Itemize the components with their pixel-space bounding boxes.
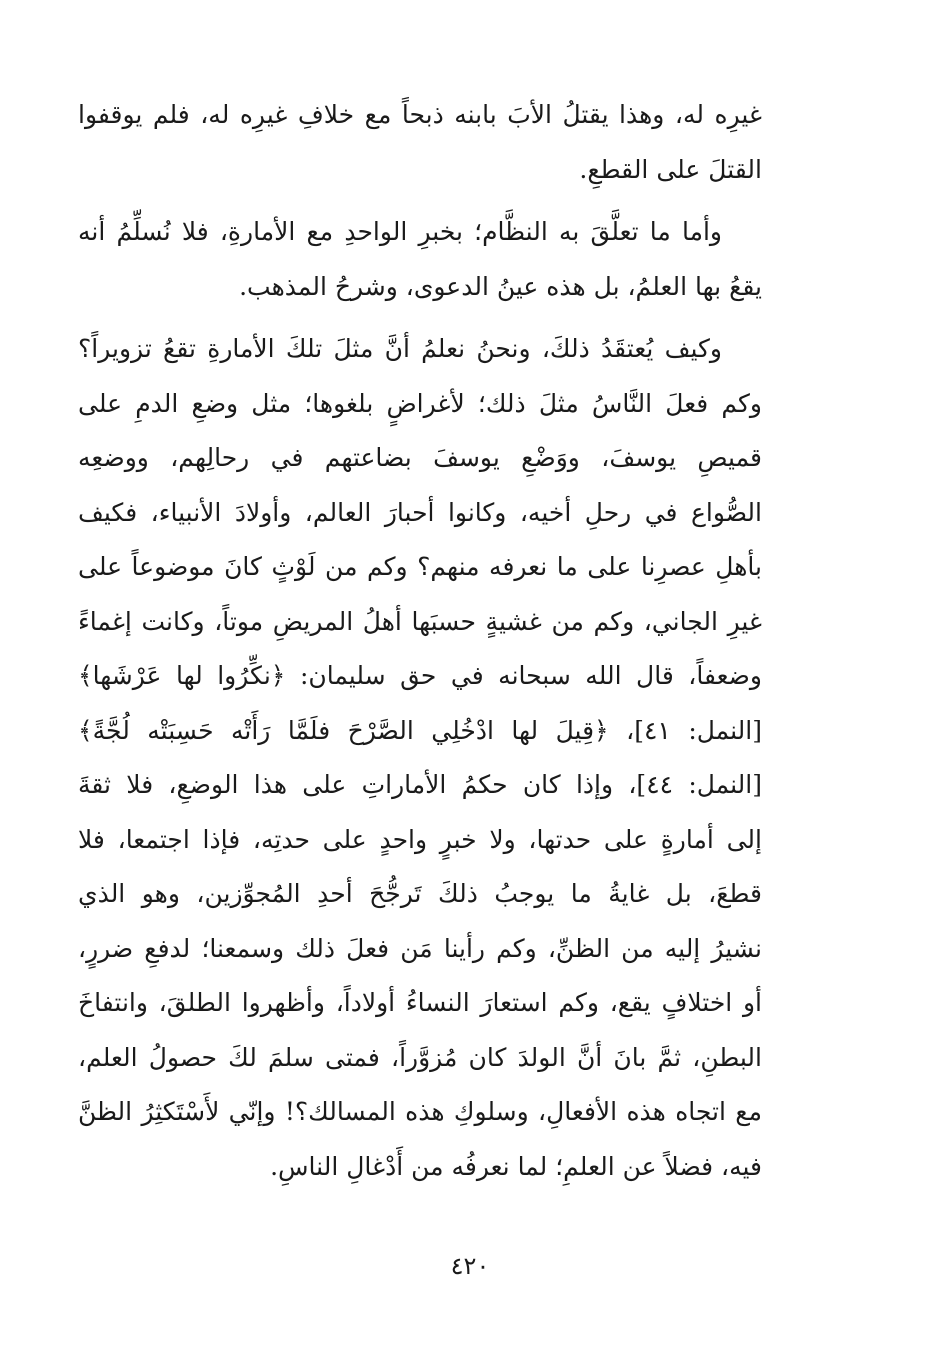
text-line: وأما ما تعلَّقَ به النظَّام؛ بخبرِ الواحدِ مع الأمارةِ، فلا نُسلِّمُ أنه (78, 217, 722, 246)
page-body (78, 88, 762, 1194)
paragraph-1 (78, 88, 762, 197)
text-line: بأهلِ عصرِنا على ما نعرفه منهم؟ وكم من لَوْثٍ كانَ موضوعاً على (78, 552, 762, 581)
text-line: فيه، فضلاً عن العلمِ؛ لما نعرفُه من أَدْغالِ الناسِ. (270, 1151, 762, 1181)
text-line: نشيرُ إليه من الظنِّ، وكم رأينا مَن فعلَ ذلك وسمعنا؛ لدفعِ ضررٍ، (78, 933, 762, 963)
text-line: الصُّواع في رحلِ أخيه، وكانوا أحبارَ العالم، وأولادَ الأنبياء، فكيف (78, 497, 762, 527)
text-line: غيرِه له، وهذا يقتلُ الأبَ بابنه ذبحاً مع خلافِ غيرِه له، فلم يوقفوا (78, 100, 762, 129)
text-line: إلى أمارةٍ على حدتها، ولا خبرٍ واحدٍ على حدتِه، فإذا اجتمعا، فلا (78, 824, 762, 854)
text-line: مع اتجاه هذه الأفعالِ، وسلوكِ هذه المسالك؟! وإنّي لأَسْتَكثِرُ الظنَّ (78, 1097, 762, 1126)
text-line: غيرِ الجاني، وكم من غشيةٍ حسبَها أهلُ المريضِ موتاً، وكانت إغماءً (78, 606, 762, 636)
text-line: يقعُ بها العلمُ، بل هذه عينُ الدعوى، وشرحُ المذهب. (239, 271, 762, 301)
text-line: وضعفاً، قال الله سبحانه في حق سليمان: ﴿نكِّرُوا لها عَرْشَها﴾ (78, 661, 762, 690)
page-number: ٤٢٠ (450, 1252, 490, 1280)
text-line: قميصِ يوسفَ، ووَضْعِ يوسفَ بضاعتهم في رحالِهم، ووضعِه (78, 443, 762, 472)
paragraph-3 (78, 322, 762, 1194)
text-line: القتلَ على القطعِ. (579, 154, 762, 184)
text-line: قطعَ، بل غايةُ ما يوجبُ ذلكَ تَرجُّحَ أحدِ المُجوِّزين، وهو الذي (78, 879, 762, 908)
text-line: وكم فعلَ النَّاسُ مثلَ ذلك؛ لأغراضٍ بلغوها؛ مثل وضعِ الدمِ على (78, 388, 762, 418)
text-line: أو اختلافٍ يقع، وكم استعارَ النساءُ أولاداً، وأظهروا الطلقَ، وانتفاخَ (78, 988, 762, 1017)
text-line: وكيف يُعتقَدُ ذلكَ، ونحنُ نعلمُ أنَّ مثلَ تلكَ الأمارةِ تقعُ تزويراً؟ (78, 334, 722, 363)
paragraph-2 (78, 205, 762, 314)
text-line: [النمل: ٤١]، ﴿قِيلَ لها ادْخُلِي الصَّرْحَ فلَمَّا رَأَتْه حَسِبَتْه لُجَّةً﴾ (78, 715, 762, 745)
text-line: [النمل: ٤٤]، وإذا كان حكمُ الأماراتِ على هذا الوضعِ، فلا ثقةَ (78, 770, 762, 799)
text-line: البطنِ، ثمَّ بانَ أنَّ الولدَ كان مُزوَّراً، فمتى سلمَ لكَ حصولُ العلم، (78, 1042, 762, 1072)
